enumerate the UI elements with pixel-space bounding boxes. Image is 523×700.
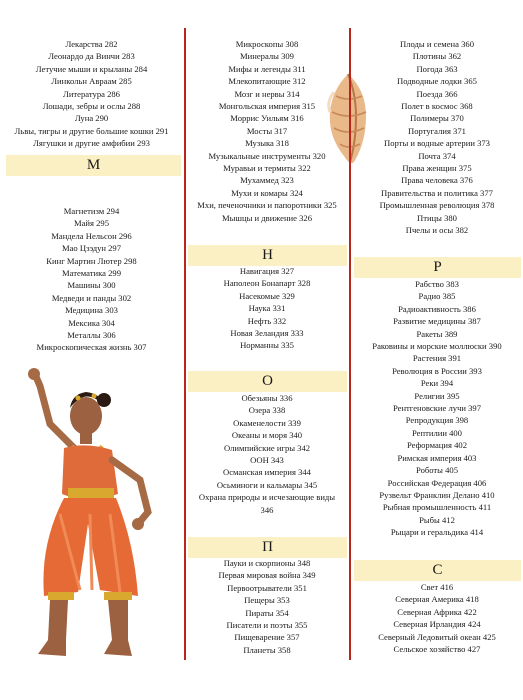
entry-list-m-cont [186,38,348,224]
index-entry: Медицина 303 [65,305,118,316]
index-entry: Погода 363 [416,63,458,74]
index-entry: Минералы 309 [240,51,294,62]
entry-list-p [186,557,348,656]
index-column-3 [351,0,523,700]
letter-header-n: Н [188,245,347,266]
entry-list-r [351,278,523,539]
index-entry: Львы, тигры и другие большие кошки 291 [14,125,169,136]
index-entry: Муравьи и термиты 322 [223,163,311,174]
index-entry: Первоотрыватели 351 [227,582,307,593]
index-entry: Полет в космос 368 [401,101,473,112]
index-entry: Рептилии 400 [412,427,462,438]
index-entry: Лошади, зебры и ослы 288 [42,101,141,112]
index-entry: Озера 338 [248,405,286,416]
index-entry: Растения 391 [412,353,462,364]
index-entry: Микроскопы 308 [235,39,299,49]
index-entry: Монгольская империя 315 [218,101,316,112]
index-entry: Мышцы и движение 326 [221,212,313,223]
index-entry: Свет 416 [420,582,454,592]
column-divider [184,28,186,660]
index-entry: Мозг и нервы 314 [234,88,300,99]
index-entry: Летучие мыши и крыланы 284 [35,63,148,74]
index-column-2 [186,0,348,700]
entry-list-m [0,205,183,354]
index-entry: Машины 300 [67,280,116,291]
index-entry: Осьминоги и кальмары 345 [216,479,318,490]
letter-header-m: М [6,155,181,176]
index-entry: Млекопитающие 312 [228,76,306,87]
index-entry: Пищеварение 357 [234,632,300,643]
entry-list-l [0,38,183,150]
index-entry: ООН 343 [250,455,284,466]
index-entry: Роботы 405 [416,465,458,476]
index-entry: Мухаммед 323 [240,175,294,186]
index-entry: Нефть 332 [247,315,287,326]
index-entry: Навигация 327 [239,266,295,276]
index-entry: Правительства и политика 377 [381,187,493,198]
index-entry: Олимпийские игры 342 [223,442,311,453]
index-entry: Рентгеновские лучи 397 [392,403,482,414]
entry-list-n [186,265,348,352]
index-entry: Норманны 335 [240,340,294,351]
index-entry: Северная Ирландия 424 [393,619,481,630]
index-entry: Рыбы 412 [419,514,455,525]
index-entry: Мексика 304 [68,317,115,328]
index-entry: Португалия 371 [408,125,466,136]
index-entry: Литература 286 [63,88,120,99]
index-entry: Океаны и моря 340 [231,430,303,441]
entry-list-o [186,392,348,516]
entry-list-p-cont [351,38,523,237]
index-entry: Птицы 380 [417,212,457,223]
index-entry: Ракеты 389 [416,328,458,339]
index-entry: Османская империя 344 [223,467,311,478]
index-entry: Подводные лодки 365 [397,76,477,87]
index-entry: Металлы 306 [67,330,116,341]
index-entry: Первая мировая война 349 [218,570,316,581]
index-entry: Кинг Мартин Лютер 298 [46,255,137,266]
index-entry: Пауки и скорпионы 348 [223,558,311,568]
index-entry: Майя 295 [73,218,110,229]
index-entry: Раковины и морские моллюски 390 [372,341,502,352]
index-entry: Рыцари и геральдика 414 [390,527,484,538]
index-entry: Магнетизм 294 [63,206,120,216]
entry-list-s [351,581,523,655]
index-entry: Микроскопическая жизнь 307 [36,342,147,353]
letter-header-p: П [188,537,347,558]
index-entry: Плотины 362 [412,51,462,62]
index-entry: Рыбная промышленность 411 [382,502,492,513]
index-entry: Обезьяны 336 [241,393,293,403]
index-entry: Рузвельт Франклин Делано 410 [379,489,495,500]
letter-header-r: Р [354,257,521,278]
index-entry: Рабство 383 [415,279,459,289]
letter-header-o: О [188,371,347,392]
index-entry: Сельское хозяйство 427 [393,644,481,655]
index-entry: Права человека 376 [401,175,473,186]
letter-header-s: С [354,560,521,581]
index-entry: Мандела Нельсон 296 [51,230,132,241]
index-entry: Линкольн Авраам 285 [51,76,132,87]
index-entry: Музыка 318 [245,138,289,149]
index-entry: Римская империя 403 [397,452,477,463]
index-entry: Мао Цзэдун 297 [61,243,122,254]
index-entry: Наполеон Бонапарт 328 [223,278,311,289]
index-entry: Северная Африка 422 [397,606,477,617]
index-entry: Леонардо да Винчи 283 [48,51,135,62]
index-entry: Религии 395 [414,390,460,401]
index-entry: Новая Зеландия 333 [230,328,304,339]
index-entry: Промышленная революция 378 [379,200,495,211]
index-entry: Радио 385 [418,291,456,302]
index-entry: Моррис Уильям 316 [230,113,304,124]
index-entry: Поезда 366 [416,88,458,99]
index-entry: Мосты 317 [246,125,288,136]
index-entry: Писатели и поэты 355 [226,620,308,631]
index-entry: Северная Америка 418 [395,594,479,605]
index-entry: Развитие медицины 387 [393,316,481,327]
index-entry: Пещеры 353 [244,595,290,606]
index-entry: Насекомые 329 [239,290,295,301]
index-entry: Мухи и комары 324 [231,187,303,198]
index-entry: Революция в России 393 [392,365,482,376]
index-entry: Пчелы и осы 382 [405,225,469,236]
index-entry: Почта 374 [418,150,456,161]
index-entry: Мхи, печеночники и папоротники 325 [197,200,337,211]
index-entry: Полимеры 370 [410,113,464,124]
index-entry: Мифы и легенды 311 [228,63,306,74]
index-entry: Математика 299 [61,268,122,279]
index-entry: Северный Ледовитый океан 425 [378,631,496,642]
index-entry: Права женщин 375 [402,163,472,174]
index-entry: Медведи и панды 302 [51,292,132,303]
index-entry: Планеты 358 [243,644,291,655]
index-entry: Наука 331 [248,303,286,314]
index-entry: Луна 290 [74,113,109,124]
index-entry: Порты и водные артерии 373 [384,138,490,149]
column-divider [349,28,351,660]
index-entry: Пираты 354 [245,607,289,618]
index-entry: Музыкальные инструменты 320 [208,150,326,161]
index-entry: Российская Федерация 406 [387,477,487,488]
index-entry: Лекарства 282 [65,39,118,49]
index-entry: Реки 394 [420,378,454,389]
index-entry: Радиоактивность 386 [398,303,476,314]
index-entry: Плоды и семена 360 [399,39,475,49]
dancer-illustration [20,364,170,664]
index-entry: Репродукция 398 [405,415,469,426]
index-entry: Охрана природы и исчезающие виды 346 [198,492,336,515]
index-entry: Реформация 402 [406,440,467,451]
index-entry: Лягушки и другие амфибии 293 [33,138,150,149]
index-entry: Окаменелости 339 [233,417,301,428]
